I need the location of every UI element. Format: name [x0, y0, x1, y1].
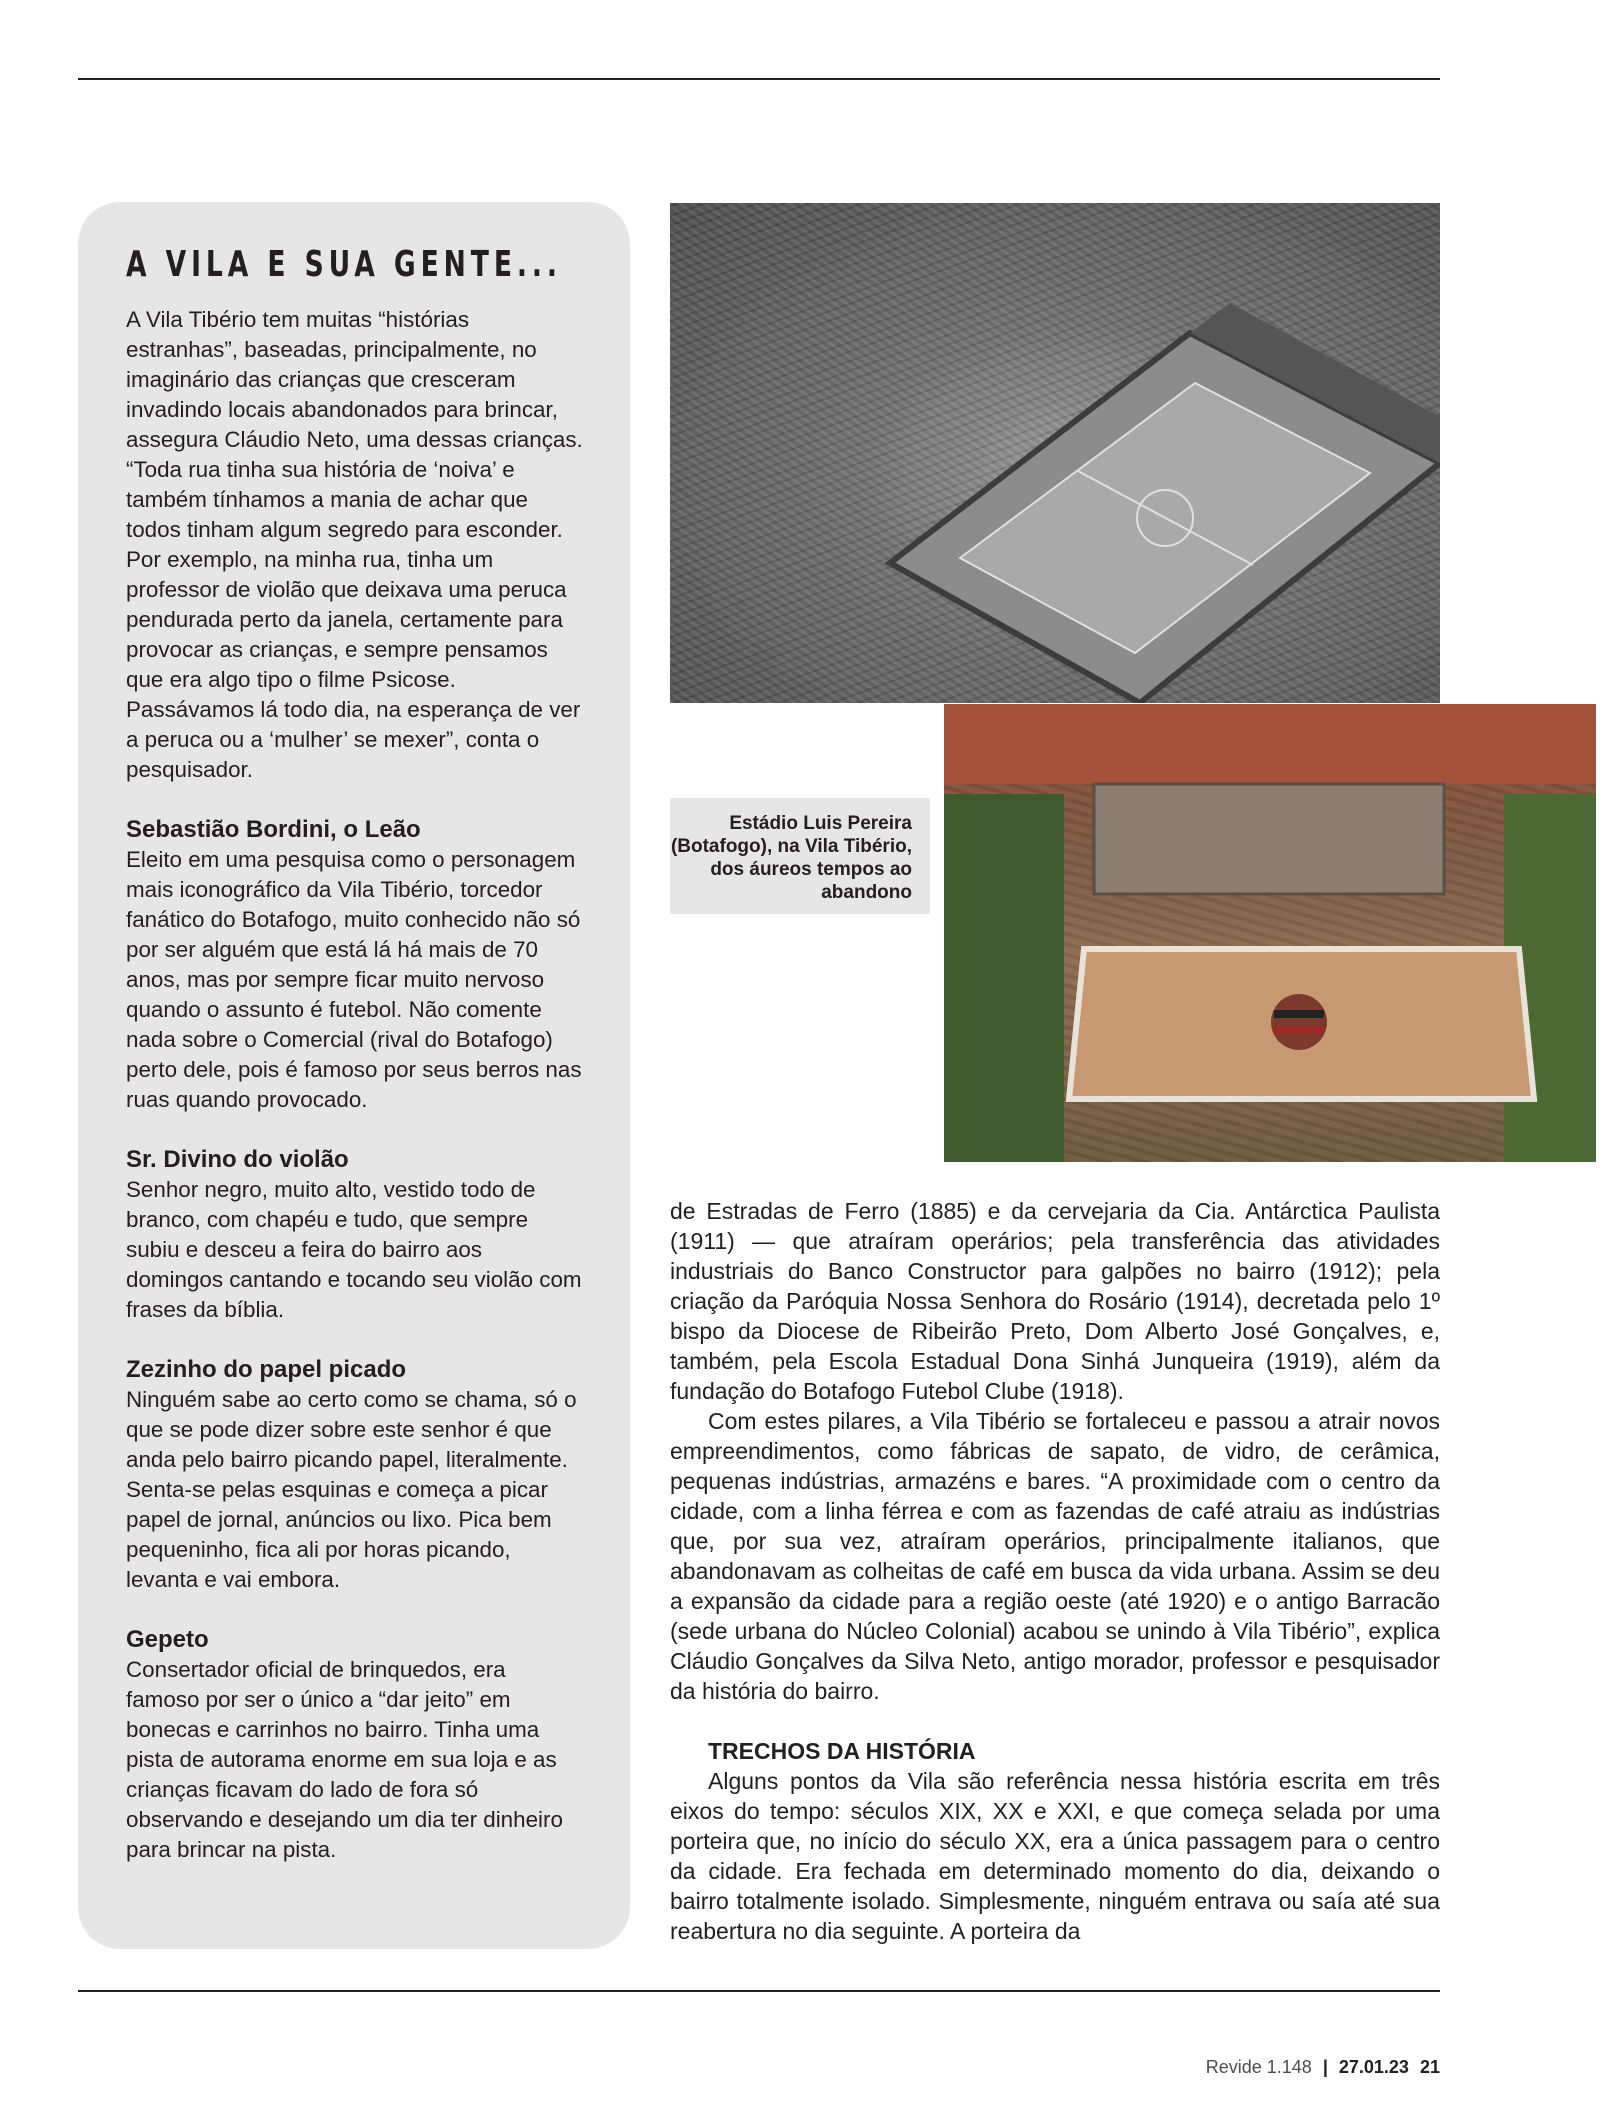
photo-caption: [670, 798, 930, 914]
sidebar-box: [78, 202, 630, 1949]
section-heading-zezinho: Zezinho do papel picado: [126, 1356, 407, 1383]
article-paragraph-2: Com estes pilares, a Vila Tibério se fortaleceu e passou a atrair novos empreendimentos, como fábricas de sapato, de vidro, de cerâmica, pequenas indústrias, armazéns e bares. “A proximidade com o centro da cidade, com a linha férrea e com as fazendas de café atraiu as indústrias que, por sua vez, atraíram operários, principalmente italianos, que abandonavam as colheitas de café em busca da vida urbana. Assim se deu a expansão da cidade para a região oeste (até 1920) e o antigo Barracão (sede urbana do Núcleo Colonial) acabou se unindo à Vila Tibério”, explica Cláudio Gonçalves da Silva Neto, antigo morador, professor e pesquisador da história do bairro.: [670, 1408, 1440, 1704]
bottom-rule: [78, 1990, 1440, 1992]
sidebar-title: A VILA E SUA GENTE...: [126, 244, 562, 285]
caption-text: Estádio Luis Pereira (Botafogo), na Vila Tibério, dos áureos tempos ao abandono: [670, 813, 912, 903]
footer-separator: |: [1322, 2057, 1328, 2077]
stadium-aerial-photo-bw: [670, 203, 1440, 703]
stadium-bw-illustration: [670, 203, 1440, 703]
section-heading-leao: Sebastião Bordini, o Leão: [126, 816, 421, 843]
section-heading-divino: Sr. Divino do violão: [126, 1146, 349, 1173]
section-text-leao: Eleito em uma pesquisa como o personagem mais iconográfico da Vila Tibério, torcedor fanático do Botafogo, muito conhecido não só por ser alguém que está lá há mais de 70 anos, mas por sempre ficar muito nervoso quando o assunto é futebol. Não comente nada sobre o Comercial (rival do Botafogo) perto dele, pois é famoso por seus berros nas ruas quando provocado.: [126, 847, 582, 1112]
sidebar-intro: A Vila Tibério tem muitas “histórias estranhas”, baseadas, principalmente, no imaginário das crianças que cresceram invadindo locais abandonados para brincar, assegura Cláudio Neto, uma dessas crianças. “Toda rua tinha sua história de ‘noiva’ e também tínhamos a mania de achar que todos tinham algum segredo para esconder. Por exemplo, na minha rua, tinha um professor de violão que deixava uma peruca pendurada perto da janela, certamente para provocar as crianças, e sempre pensamos que era algo tipo o filme Psicose. Passávamos lá todo dia, na esperança de ver a peruca ou a ‘mulher’ se mexer”, conta o pesquisador.: [126, 307, 583, 782]
article-paragraph-1: de Estradas de Ferro (1885) e da cervejaria da Cia. Antárctica Paulista (1911) — que atraíram operários; pela transferência das atividades industriais do Banco Constructor para galpões no bairro (1912); pela criação da Paróquia Nossa Senhora do Rosário (1914), decretada pelo 1º bispo da Diocese de Ribeirão Preto, Dom Alberto José Gonçalves, e, também, pela Escola Estadual Dona Sinhá Junqueira (1919), além da fundação do Botafogo Futebol Clube (1918).: [670, 1198, 1440, 1404]
article-subheading: TRECHOS DA HISTÓRIA: [708, 1738, 976, 1764]
section-text-zezinho: Ninguém sabe ao certo como se chama, só o que se pode dizer sobre este senhor é que anda pelo bairro picando papel, literalmente. Senta-se pelas esquinas e começa a picar papel de jornal, anúncios ou lixo. Pica bem pequeninho, fica ali por horas picando, levanta e vai embora.: [126, 1387, 577, 1592]
stadium-color-illustration: [944, 704, 1596, 1162]
section-text-gepeto: Consertador oficial de brinquedos, era famoso por ser o único a “dar jeito” em bonecas e carrinhos no bairro. Tinha uma pista de autorama enorme em sua loja e as crianças ficavam do lado de fora só observando e desejando um dia ter dinheiro para brincar na pista.: [126, 1657, 563, 1862]
page-footer: [1206, 2057, 1440, 2078]
article-paragraph-3: Alguns pontos da Vila são referência nessa história escrita em três eixos do tempo: séculos XIX, XX e XXI, e que começa selada por uma porteira que, no início do século XX, era a única passagem para o centro da cidade. Era fechada em determinado momento do dia, deixando o bairro totalmente isolado. Simplesmente, ninguém entrava ou saía até sua reabertura no dia seguinte. A porteira da: [670, 1768, 1440, 1944]
section-heading-gepeto: Gepeto: [126, 1626, 209, 1653]
article-column: [670, 1196, 1440, 1946]
section-text-divino: Senhor negro, muito alto, vestido todo de branco, com chapéu e tudo, que sempre subiu e desceu a feira do bairro aos domingos cantando e tocando seu violão com frases da bíblia.: [126, 1177, 582, 1322]
footer-page-number: 21: [1419, 2057, 1440, 2077]
footer-magazine: Revide 1.148: [1205, 2057, 1312, 2077]
footer-date: 27.01.23: [1338, 2057, 1409, 2077]
top-rule: [78, 78, 1440, 80]
stadium-aerial-photo-color: [944, 704, 1596, 1162]
